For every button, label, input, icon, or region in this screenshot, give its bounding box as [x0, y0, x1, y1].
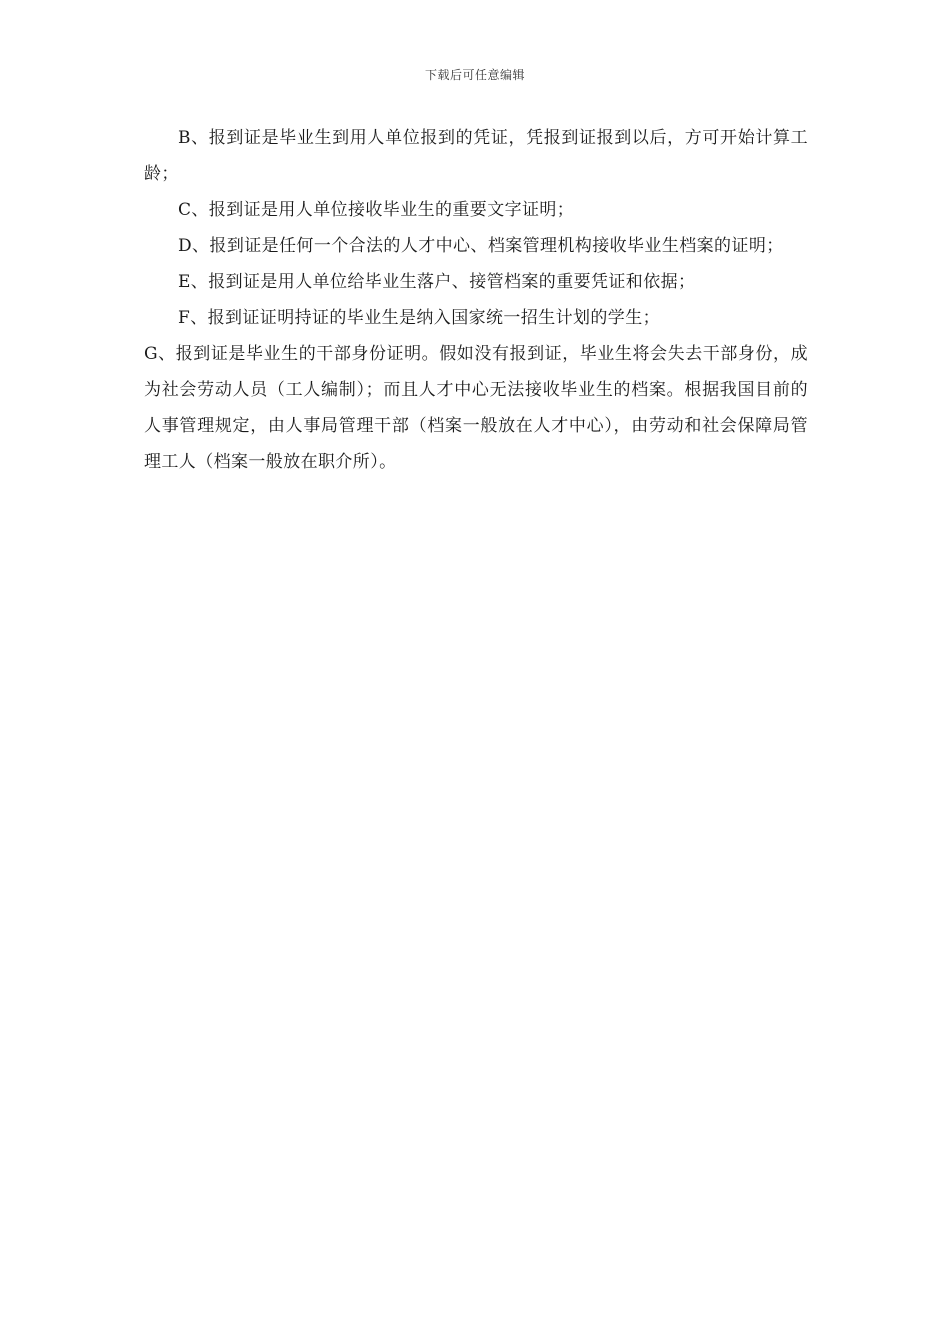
paragraph-c: C、报到证是用人单位接收毕业生的重要文字证明； [178, 200, 575, 220]
paragraph-b: B、报到证是毕业生到用人单位报到的凭证，凭报到证报到以后，方可开始计算工龄； [144, 128, 808, 184]
paragraph-f: F、报到证证明持证的毕业生是纳入国家统一招生计划的学生； [178, 308, 660, 328]
document-body [144, 120, 808, 480]
header-note: 下载后可任意编辑 [424, 68, 525, 82]
paragraph-d: D、报到证是任何一个合法的人才中心、档案管理机构接收毕业生档案的证明； [178, 236, 784, 256]
paragraph-g: G、报到证是毕业生的干部身份证明。假如没有报到证，毕业生将会失去干部身份，成为社会劳动人员（工人编制）；而且人才中心无法接收毕业生的档案。根据我国目前的人事管理规定，由人事局管理干部（档案一般放在人才中心），由劳动和社会保障局管理工人（档案一般放在职介所）。 [144, 344, 808, 472]
paragraph-e: E、报到证是用人单位给毕业生落户、接管档案的重要凭证和依据； [178, 272, 696, 292]
